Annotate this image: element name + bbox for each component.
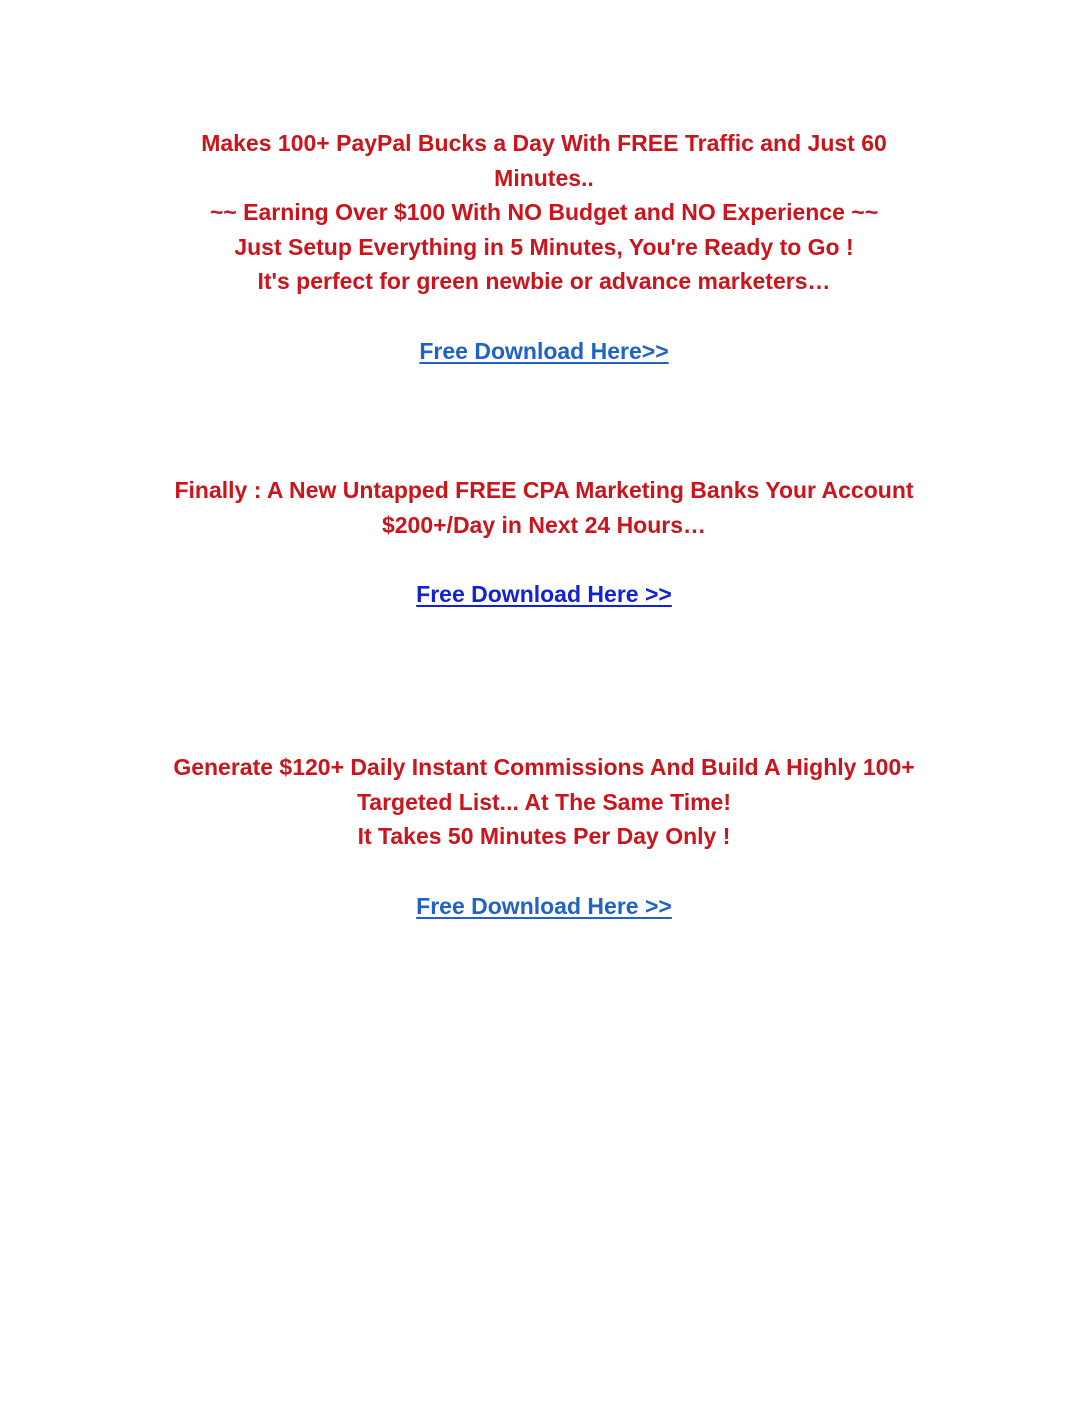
- offer-2-headline: [0, 473, 1088, 542]
- offer-2-line-1: Finally : A New Untapped FREE CPA Marketing Banks Your Account: [174, 477, 914, 503]
- offer-1-line-2: Minutes..: [494, 164, 594, 191]
- offer-1-download-link[interactable]: Free Download Here>>: [419, 338, 669, 364]
- offer-1-link-row: [0, 334, 1088, 368]
- offer-1-line-5: It's perfect for green newbie or advance marketers…: [257, 268, 831, 294]
- offer-3-link-row: [0, 889, 1088, 923]
- offer-3-download-link[interactable]: Free Download Here >>: [416, 893, 672, 919]
- offer-3-line-3: It Takes 50 Minutes Per Day Only !: [357, 823, 731, 849]
- offer-3-line-1: Generate $120+ Daily Instant Commissions And Build A Highly 100+: [173, 754, 915, 780]
- offer-3-headline: [0, 750, 1088, 854]
- offer-1-headline: [0, 126, 1088, 299]
- offer-1-line-1: Makes 100+ PayPal Bucks a Day With FREE Traffic and Just 60: [201, 130, 887, 156]
- offer-3-line-2: Targeted List... At The Same Time!: [356, 788, 732, 815]
- offer-1-line-4: Just Setup Everything in 5 Minutes, You're Ready to Go !: [234, 233, 854, 260]
- offer-2-link-row: [0, 577, 1088, 611]
- offer-2-download-link[interactable]: Free Download Here >>: [416, 581, 672, 607]
- offer-2-line-2: $200+/Day in Next 24 Hours…: [381, 511, 707, 538]
- offer-1-line-3: ~~ Earning Over $100 With NO Budget and NO Experience ~~: [209, 199, 879, 225]
